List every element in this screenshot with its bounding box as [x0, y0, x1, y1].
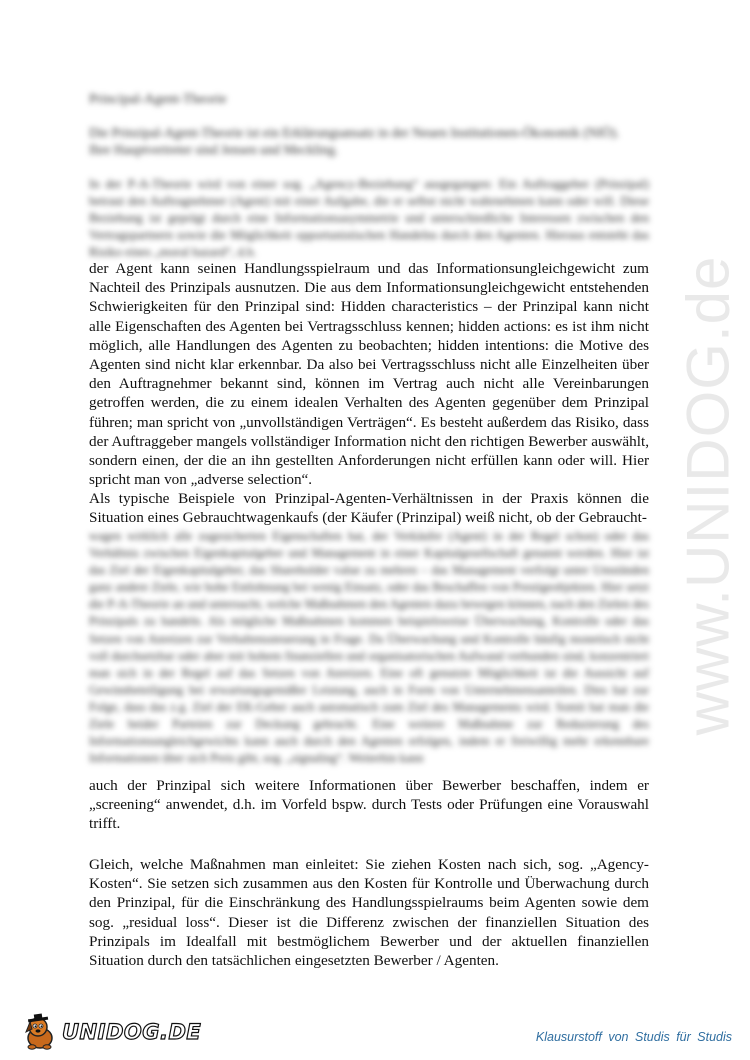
paragraph3: Gleich, welche Maßnahmen man einleitet: Sie ziehen Kosten nach sich, sog. „Agency-Kosten“. Sie setzen sich zusammen aus den Kosten für Kontrolle und Überwachung durch den Prinzipal, für die Einschränkung des Handlungsspielraums beim Agenten sowie dem sog. „residual loss“. Dieser ist die Differenz zwischen der finanziellen Situation des Prinzipals im Idealfall mit bestmöglichem Bewerber und der aktuellen finanziellen Situation durch den tatsächlichen eingesetzten Bewerber / Agenten. [89, 856, 649, 970]
paragraph2-tail: auch der Prinzipal sich weitere Informationen über Bewerber beschaffen, indem er „screening“ anwendet, d.h. im Vorfeld bspw. durch Tests oder Prüfungen eine Vorauswahl trifft. [89, 777, 649, 833]
document-title: Principal-Agent-Theorie [89, 92, 227, 107]
footer-slogan: Klausurstoff von Studis für Studis [535, 1030, 732, 1044]
paragraph1-blurred: In der P-A-Theorie wird von einer sog. „Agency-Beziehung“ ausgegangen: Ein Auftraggeber (Prinzipal) betraut den Auftragnehmer (Agent) mit einer Aufgabe, die er selbst nicht wahrnehmen kann oder will. Diese Beziehung ist geprägt durch eine Informationsasymmetrie und unterschiedliche Interessen zwischen den Vertragspartnern sowie die Möglichkeit opportunistischen Handelns durch den Agenten. Hieraus entsteht das Risiko eines „moral hazard“, d.h. [89, 177, 649, 259]
paragraph1-visible: der Agent kann seinen Handlungsspielraum und das Informationsungleichgewicht zum Nachteil des Prinzipals ausnutzen. Die aus dem Informationsungleichgewicht entstehenden Schwierigkeiten für den Prinzipal sind: Hidden characteristics – der Prinzipal kann nicht alle Eigenschaften des Agenten bei Vertragsschluss kennen; hidden actions: es ist ihm nicht möglich, alle Handlungen des Agenten zu beobachten; hidden intentions: die Motive des Agenten sind nicht klar erkennbar. Da also bei Vertragsschluss nicht alle Einzelheiten über den Auftragnehmer bekannt sind, können im Vertrag auch nicht alle Vereinbarungen getroffen werden, die zu einem idealen Verhalten des Agenten gegenüber dem Prinzipal führen; man spricht von „unvollständigen Verträgen“. Es besteht außerdem das Risiko, dass der Auftraggeber mangels vollständiger Information nicht den richtigen Bewerber auswählt, sondern einen, der die an ihn gestellten Anforderungen nicht erfüllen kann oder will. Hier spricht man von „adverse selection“. [89, 260, 649, 489]
dog-mascot-icon [20, 1012, 60, 1052]
intro-paragraph: Die Prinzipal-Agent-Theorie ist ein Erklärungsansatz in der Neuen Institutionen-Ökonomik (NIÖ). Ihre Hauptvertreter sind Jensen und Meckling. [89, 125, 620, 157]
watermark-text: www.UNIDOG.de [674, 255, 742, 735]
watermark [668, 255, 748, 735]
paragraph2-visible: Als typische Beispiele von Prinzipal-Agenten-Verhältnissen in der Praxis können die Situation eines Gebrauchtwagenkaufs (der Käufer (Prinzipal) weiß nicht, ob der Gebraucht- [89, 490, 649, 527]
paragraph2-blurred: wagen wirklich alle zugesicherten Eigenschaften hat, der Verkäufer (Agent) in der Regel schon) oder das Verhältnis zwischen Eigenkapitalgeber und Management in einer Kapitalgesellschaft genannt werden. Hier ist das Ziel der Eigenkapitalgeber, das Shareholder value zu mehren – das Management verfolgt unter Umständen ganz andere Ziele, wie hohe Entlohnung bei wenig Einsatz, oder das Beschaffen von Prestigeobjekten. Hier setzt die P-A-Theorie an und untersucht, welche Maßnahmen den Agenten dazu bewegen können, nach den Zielen des Prinzipals zu handeln. Als mögliche Maßnahmen kommen beispielsweise Überwachung, Kontrolle oder das Setzen von Anreizen zur Verhaltenssteuerung in Frage. Da Überwachung und Kontrolle häufig monetisch nicht voll durchsetzbar oder aber mit hohem finanziellen und organisatorischen Aufwand verbunden sind, konzentriert man sich in der Regel auf das Setzen von Anreizen. Eine oft genutzte Möglichkeit ist die Aussicht auf Gewinnbeteiligung bei erwartungsgemäßer Leistung, auch in Form von Unternehmensanteilen. Dies hat zur Folge, dass das z.g. Ziel der EK-Geber auch automatisch zum Ziel des Managements wird. Somit hat man die Ziele beider Parteien zur Deckung gebracht. Eine weitere Maßnahme zur Reduzierung des Informationsungleichgewichts kann auch durch den Agenten erfolgen, indem er freiwillig mehr erkennbare Informationen über sich Preis gibt, sog. „signaling“. Weiterhin kann [89, 529, 649, 766]
unidog-logo [20, 1010, 201, 1054]
logo-text: UNIDOG.DE [62, 1020, 202, 1044]
